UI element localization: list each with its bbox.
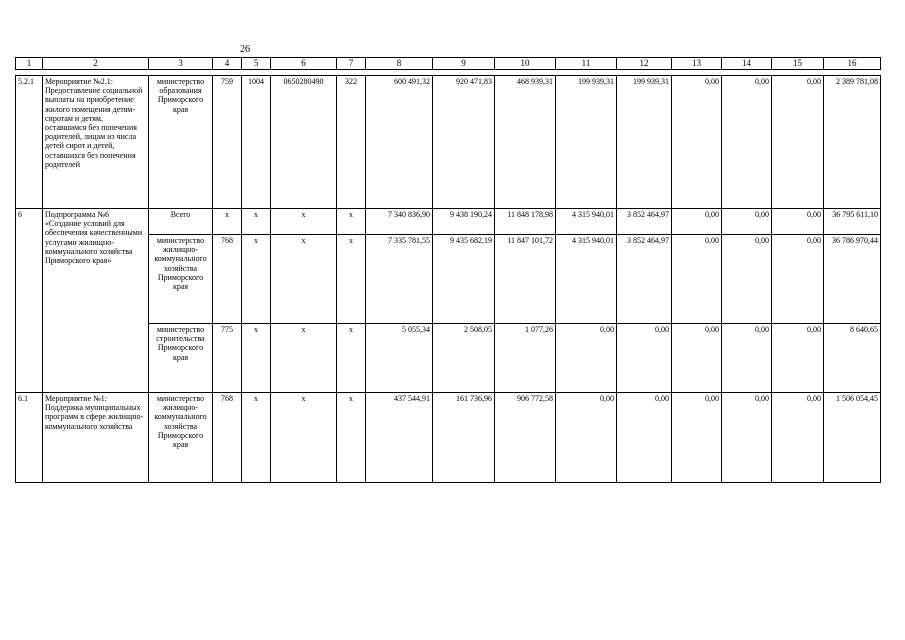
total-cell: 8 640,65	[824, 324, 881, 393]
value-cell: 0,00	[672, 393, 722, 483]
header-cell: 3	[149, 58, 213, 70]
code-cell: 775	[213, 324, 242, 393]
code-cell: 1004	[242, 76, 271, 209]
value-cell: 9 435 682,19	[433, 235, 495, 324]
code-cell: x	[337, 324, 366, 393]
code-cell: 768	[213, 393, 242, 483]
value-cell: 468 939,31	[495, 76, 556, 209]
value-cell: 0,00	[556, 324, 617, 393]
value-cell: 0,00	[772, 235, 824, 324]
value-cell: 0,00	[772, 324, 824, 393]
value-cell: 199 939,31	[556, 76, 617, 209]
header-cell: 14	[722, 58, 772, 70]
header-cell: 13	[672, 58, 722, 70]
row-number: 6.1	[16, 393, 43, 483]
header-cell: 8	[366, 58, 433, 70]
code-cell: 322	[337, 76, 366, 209]
value-cell: 0,00	[722, 235, 772, 324]
header-cell: 6	[271, 58, 337, 70]
header-cell: 16	[824, 58, 881, 70]
total-cell: 2 389 781,08	[824, 76, 881, 209]
value-cell: 0,00	[556, 393, 617, 483]
code-cell: x	[337, 393, 366, 483]
value-cell: 11 848 178,98	[495, 209, 556, 235]
value-cell: 0,00	[772, 393, 824, 483]
code-cell: x	[242, 209, 271, 235]
budget-table	[15, 57, 881, 483]
code-cell: x	[337, 209, 366, 235]
row-number: 6	[16, 209, 43, 393]
value-cell: 0,00	[672, 324, 722, 393]
row-title: Мероприятие №2.1: Предоставление социальной выплаты на приобретение жилого помещения детям-сиротам и детям, оставшимся без попечения родителей, лицам из числа детей сирот и детей, оставшихся без попечения родителей	[43, 76, 149, 209]
value-cell: 3 852 464,97	[617, 235, 672, 324]
code-cell: x	[271, 209, 337, 235]
table-row	[16, 393, 881, 483]
header-cell: 2	[43, 58, 149, 70]
value-cell: 0,00	[722, 393, 772, 483]
value-cell: 2 508,05	[433, 324, 495, 393]
total-cell: 36 786 970,44	[824, 235, 881, 324]
value-cell: 0,00	[722, 76, 772, 209]
row-title: Подпрограмма №6 «Создание условий для обеспечения качественными услугами жилищно-коммунального хозяйства Приморского края»	[43, 209, 149, 393]
responsible-org: Всего	[149, 209, 213, 235]
column-number-header	[16, 58, 881, 70]
code-cell: 759	[213, 76, 242, 209]
value-cell: 7 335 781,55	[366, 235, 433, 324]
page-number: 26	[240, 44, 250, 55]
responsible-org: министерство жилищно-коммунального хозяйства Приморского края	[149, 393, 213, 483]
value-cell: 0,00	[672, 76, 722, 209]
value-cell: 199 939,31	[617, 76, 672, 209]
code-cell: x	[271, 393, 337, 483]
header-cell: 15	[772, 58, 824, 70]
header-cell: 9	[433, 58, 495, 70]
value-cell: 0,00	[672, 235, 722, 324]
value-cell: 7 340 836,90	[366, 209, 433, 235]
value-cell: 0,00	[617, 393, 672, 483]
row-number: 5.2.1	[16, 76, 43, 209]
header-cell: 5	[242, 58, 271, 70]
row-title: Мероприятие №1: Поддержка муниципальных программ в сфере жилищно-коммунального хозяйства	[43, 393, 149, 483]
code-cell: 768	[213, 235, 242, 324]
header-cell: 10	[495, 58, 556, 70]
code-cell: x	[242, 235, 271, 324]
code-cell: x	[213, 209, 242, 235]
responsible-org: министерство образования Приморского края	[149, 76, 213, 209]
total-cell: 36 795 611,10	[824, 209, 881, 235]
value-cell: 906 772,58	[495, 393, 556, 483]
header-cell: 1	[16, 58, 43, 70]
value-cell: 4 315 940,01	[556, 235, 617, 324]
value-cell: 4 315 940,01	[556, 209, 617, 235]
value-cell: 161 736,96	[433, 393, 495, 483]
value-cell: 0,00	[772, 76, 824, 209]
table-row	[16, 76, 881, 209]
responsible-org: министерство жилищно-коммунального хозяйства Приморского края	[149, 235, 213, 324]
value-cell: 5 055,34	[366, 324, 433, 393]
value-cell: 0,00	[772, 209, 824, 235]
value-cell: 0,00	[722, 209, 772, 235]
code-cell: x	[242, 324, 271, 393]
responsible-org: министерство строительства Приморского края	[149, 324, 213, 393]
value-cell: 600 491,32	[366, 76, 433, 209]
value-cell: 0,00	[672, 209, 722, 235]
value-cell: 1 077,26	[495, 324, 556, 393]
code-cell: x	[271, 235, 337, 324]
total-cell: 1 506 054,45	[824, 393, 881, 483]
value-cell: 0,00	[617, 324, 672, 393]
value-cell: 920 471,83	[433, 76, 495, 209]
value-cell: 11 847 101,72	[495, 235, 556, 324]
value-cell: 9 438 190,24	[433, 209, 495, 235]
code-cell: x	[242, 393, 271, 483]
header-cell: 7	[337, 58, 366, 70]
header-cell: 11	[556, 58, 617, 70]
header-cell: 12	[617, 58, 672, 70]
value-cell: 437 544,91	[366, 393, 433, 483]
table-row	[16, 209, 881, 235]
code-cell: 0650280490	[271, 76, 337, 209]
code-cell: x	[337, 235, 366, 324]
value-cell: 3 852 464,97	[617, 209, 672, 235]
header-cell: 4	[213, 58, 242, 70]
value-cell: 0,00	[722, 324, 772, 393]
code-cell: x	[271, 324, 337, 393]
